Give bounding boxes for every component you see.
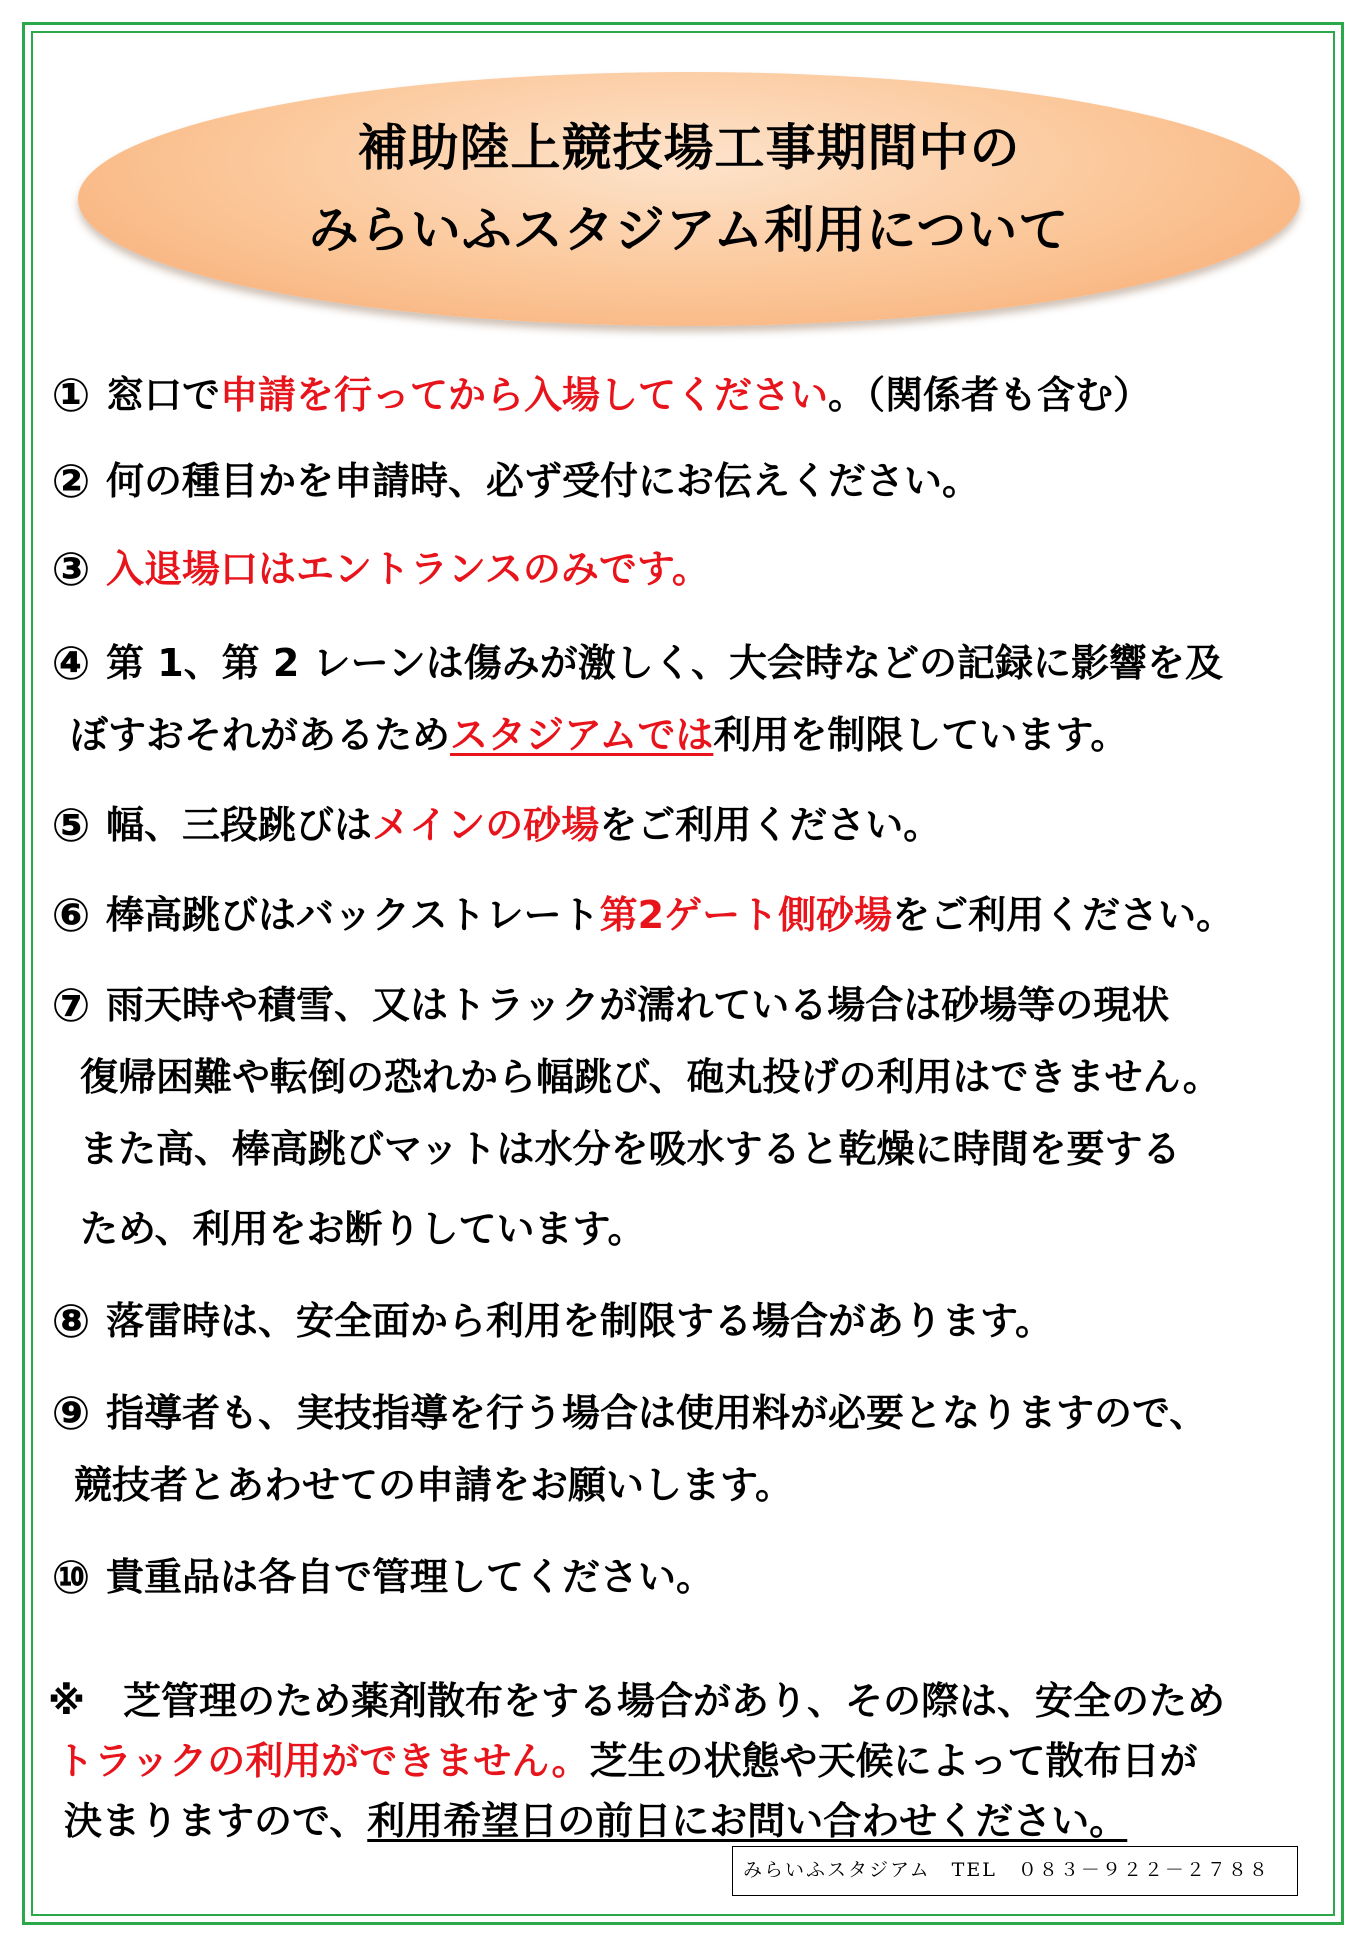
item-number: ①: [51, 368, 91, 422]
item-text-tail: 利用を制限しています。: [713, 713, 1129, 757]
item-text: ぼすおそれがあるため: [70, 713, 451, 757]
item-emphasis: 申請を行ってから入場してください: [220, 373, 829, 417]
notice-item-9-continuation: 競技者とあわせての申請をお願いします。: [74, 1463, 793, 1507]
note-emphasis: トラックの利用ができません。: [56, 1739, 590, 1783]
item-text: 窓口で: [106, 373, 221, 417]
title-banner: [78, 72, 1300, 326]
item-text: 貴重品は各自で管理してください。: [106, 1555, 715, 1599]
notice-item-8: [44, 1294, 1334, 1348]
item-text: 何の種目かを申請時、必ず受付にお伝えください。: [106, 459, 981, 503]
note-line-1: ※ 芝管理のため薬剤散布をする場合があり、その際は、安全のため: [48, 1679, 1225, 1723]
title-line-1: 補助陸上競技場工事期間中の: [357, 119, 1021, 177]
notice-item-7-continuation-1: 復帰困難や転倒の恐れから幅跳び、砲丸投げの利用はできません。: [80, 1055, 1221, 1099]
notice-item-2: [44, 454, 1334, 508]
item-text: 棒高跳びはバックストレート: [106, 893, 600, 937]
notice-item-1: [44, 368, 1334, 422]
note-line-3: [64, 1798, 1127, 1844]
item-text: 第 1、第 2 レーンは傷みが激しく、大会時などの記録に影響を及: [106, 641, 1224, 685]
item-number: ⑤: [51, 798, 91, 852]
title-line-2: みらいふスタジアム利用について: [308, 201, 1070, 259]
item-number: ⑧: [51, 1294, 91, 1348]
item-number: ⑦: [51, 978, 91, 1032]
item-text-tail: 。（関係者も含む）: [828, 373, 1152, 417]
notice-item-6: [44, 888, 1334, 942]
notice-item-4-continuation: [70, 712, 1128, 758]
item-emphasis: 入退場口はエントランスのみです。: [106, 547, 710, 591]
notice-item-3: [44, 542, 1334, 596]
item-number: ③: [51, 542, 91, 596]
note-text: 芝生の状態や天候によって散布日が: [589, 1739, 1198, 1783]
contact-box: みらいふスタジアム TEL ０８３－９２２－２７８８: [732, 1846, 1298, 1896]
item-number: ②: [51, 454, 91, 508]
item-number: ⑩: [51, 1550, 91, 1604]
item-text: 落雷時は、安全面から利用を制限する場合があります。: [106, 1299, 1053, 1343]
item-number: ⑨: [51, 1386, 91, 1440]
item-emphasis: 第2ゲート側砂場: [599, 893, 893, 937]
notice-item-5: [44, 798, 1334, 852]
item-emphasis: メインの砂場: [372, 803, 600, 847]
notice-item-7-continuation-3: ため、利用をお断りしています。: [80, 1207, 646, 1251]
item-number: ④: [51, 636, 91, 690]
item-text: 雨天時や積雪、又はトラックが濡れている場合は砂場等の現状: [106, 983, 1170, 1027]
item-emphasis: スタジアムでは: [450, 713, 714, 757]
notice-item-4: [44, 636, 1334, 690]
notice-item-7-continuation-2: また高、棒高跳びマットは水分を吸水すると乾燥に時間を要する: [80, 1127, 1181, 1171]
item-text-tail: をご利用ください。: [599, 803, 942, 847]
item-text: 指導者も、実技指導を行う場合は使用料が必要となりますので、: [106, 1391, 1208, 1435]
notice-item-7: [44, 978, 1334, 1032]
item-text: 幅、三段跳びは: [106, 803, 373, 847]
notice-item-9: [44, 1386, 1334, 1440]
item-text-tail: をご利用ください。: [892, 893, 1235, 937]
note-text: 決まりますので、: [64, 1799, 368, 1843]
note-line-2: [56, 1738, 1198, 1784]
note-underlined: 利用希望日の前日にお問い合わせください。: [367, 1799, 1128, 1843]
notice-item-10: [44, 1550, 1334, 1604]
item-number: ⑥: [51, 888, 91, 942]
